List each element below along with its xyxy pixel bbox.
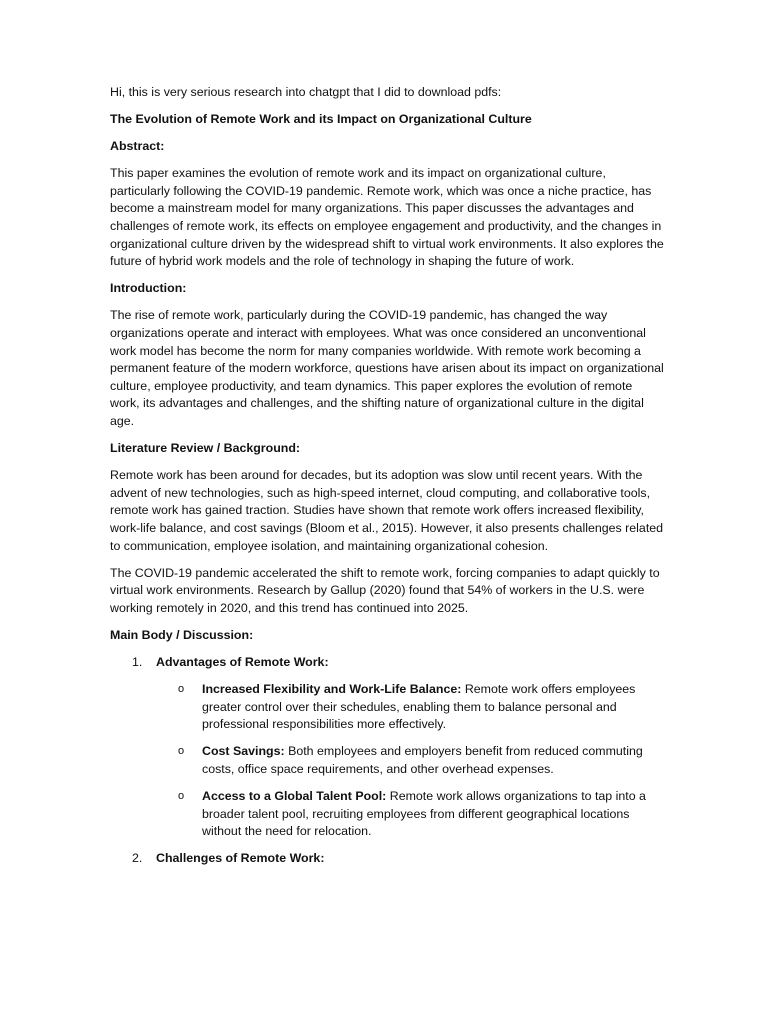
sub-list bbox=[156, 681, 665, 841]
introduction-heading: Introduction: bbox=[110, 281, 187, 296]
bullet-icon: o bbox=[178, 790, 185, 803]
sub-item-term: Cost Savings: bbox=[202, 744, 285, 759]
literature-heading: Literature Review / Background: bbox=[110, 441, 301, 456]
sub-item-text: Remote work offers employees greater control over their schedules, enabling them to balance personal and professional responsibilities more effectively. bbox=[202, 682, 636, 732]
sub-item-text: Both employees and employers benefit from reduced commuting costs, office space requirements, and other overhead expenses. bbox=[202, 744, 643, 776]
discussion-list bbox=[110, 654, 665, 868]
literature-paragraph: Remote work has been around for decades, but its adoption was slow until recent years. With the advent of new technologies, such as high-speed internet, cloud computing, and collaborative tools, remote work has gained traction. Studies have shown that remote work offers increased flexibility, work-life balance, and cost savings (Bloom et al., 2015). However, it also presents challenges related to communication, employee isolation, and maintaining organizational cohesion. bbox=[110, 468, 664, 553]
list-item-title: Advantages of Remote Work: bbox=[156, 655, 329, 670]
list-number: 2. bbox=[132, 851, 143, 866]
bullet-icon: o bbox=[178, 683, 185, 696]
list-item-title: Challenges of Remote Work: bbox=[156, 851, 325, 866]
document-page bbox=[110, 84, 665, 877]
intro-line: Hi, this is very serious research into chatgpt that I did to download pdfs: bbox=[110, 85, 502, 99]
main-body-heading: Main Body / Discussion: bbox=[110, 627, 254, 642]
abstract-text: This paper examines the evolution of remote work and its impact on organizational culture, particularly following the COVID-19 pandemic. Remote work, which was once a niche practice, has become a mainstream model for many organizations. This paper discusses the advantages and challenges of remote work, its effects on employee engagement and productivity, and the changes in organizational culture driven by the widespread shift to virtual work environments. It also explores the future of hybrid work models and the role of technology in shaping the future of work. bbox=[110, 166, 664, 269]
list-item bbox=[110, 654, 665, 841]
sub-item-term: Increased Flexibility and Work-Life Balance: bbox=[202, 682, 462, 697]
bullet-icon: o bbox=[178, 745, 185, 758]
sub-list-item bbox=[156, 743, 665, 778]
sub-item-term: Access to a Global Talent Pool: bbox=[202, 789, 387, 804]
literature-paragraph: The COVID-19 pandemic accelerated the shift to remote work, forcing companies to adapt quickly to virtual work environments. Research by Gallup (2020) found that 54% of workers in the U.S. were working remotely in 2020, and this trend has continued into 2025. bbox=[110, 565, 660, 615]
introduction-text: The rise of remote work, particularly during the COVID-19 pandemic, has changed the way organizations operate and interact with employees. What was once considered an unconventional work model has become the norm for many companies worldwide. With remote work becoming a permanent feature of the modern workforce, questions have arisen about its impact on organizational culture, employee productivity, and team dynamics. This paper explores the evolution of remote work, its advantages and challenges, and the shifting nature of organizational culture in the digital age. bbox=[110, 308, 664, 428]
sub-list-item bbox=[156, 788, 665, 841]
paper-title: The Evolution of Remote Work and its Impact on Organizational Culture bbox=[110, 112, 532, 127]
sub-list-item bbox=[156, 681, 665, 734]
list-number: 1. bbox=[132, 655, 143, 670]
sub-item-text: Remote work allows organizations to tap into a broader talent pool, recruiting employees from different geographical locations without the need for relocation. bbox=[202, 789, 646, 839]
list-item bbox=[110, 850, 665, 868]
abstract-heading: Abstract: bbox=[110, 139, 165, 154]
